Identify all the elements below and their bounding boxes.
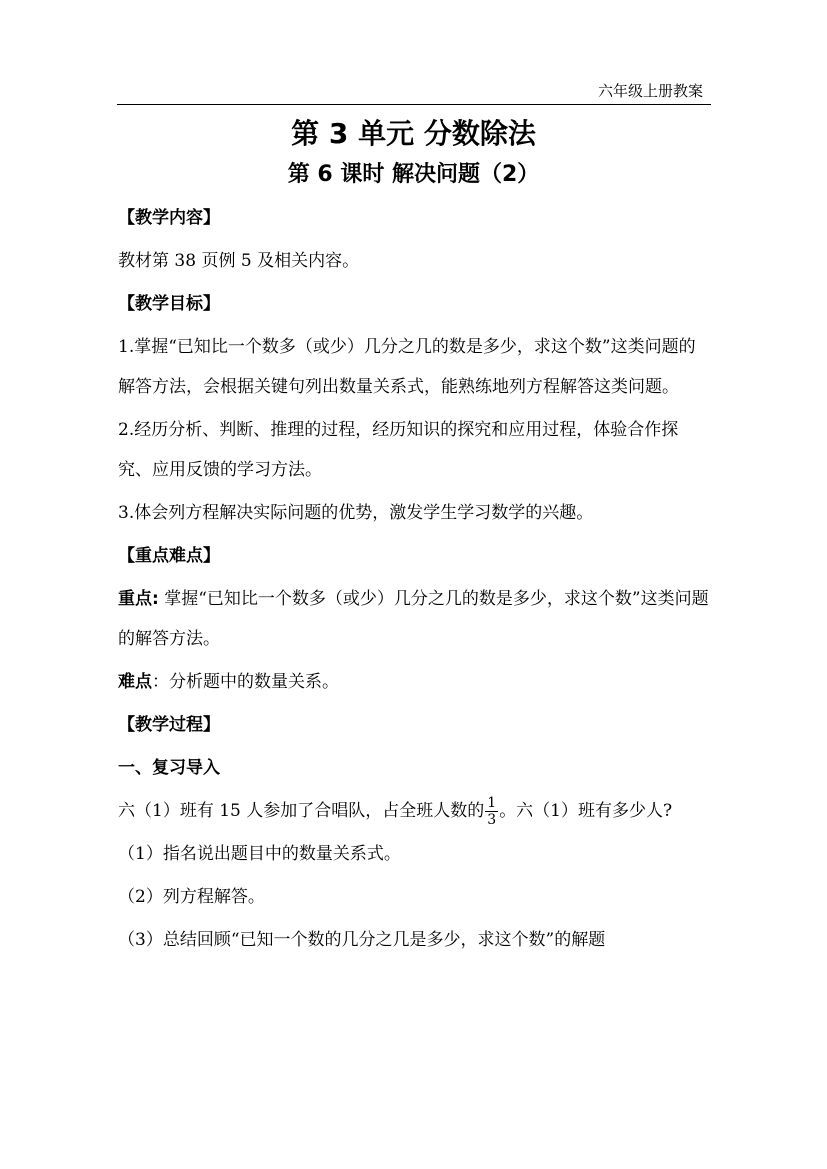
key-point-label: 重点: — [118, 589, 159, 609]
difficult-point-paragraph — [118, 662, 710, 702]
key-point-paragraph — [118, 579, 710, 659]
review-step-2: （2）列方程解答。 — [118, 887, 265, 907]
difficult-point-label: 难点 — [118, 672, 152, 692]
key-point-text: 掌握“已知比一个数多（或少）几分之几的数是多少，求这个数”这类问题的解答方法。 — [118, 589, 709, 649]
teaching-process-heading: 【教学过程】 — [118, 715, 220, 735]
review-step-1: （1）指名说出题目中的数量关系式。 — [118, 844, 401, 864]
header-label: 六年级上册教案 — [597, 82, 703, 100]
review-problem-text-end: 。六（1）班有多少人? — [499, 801, 673, 821]
key-points-heading: 【重点难点】 — [118, 546, 220, 566]
teaching-goal-3: 3.体会列方程解决实际问题的优势，激发学生学习数学的兴趣。 — [118, 503, 594, 523]
teaching-content-heading: 【教学内容】 — [118, 208, 220, 228]
teaching-goal-2: 2.经历分析、判断、推理的过程，经历知识的探究和应用过程，体验合作探究、应用反馈的学习方法。 — [118, 420, 679, 480]
fraction-numerator: 1 — [487, 795, 497, 811]
teaching-content-text: 教材第 38 页例 5 及相关内容。 — [118, 251, 360, 271]
review-intro-heading: 一、复习导入 — [118, 758, 220, 778]
teaching-goal-1: 1.掌握“已知比一个数多（或少）几分之几的数是多少，求这个数”这类问题的解答方法，会根据关键句列出数量关系式，能熟练地列方程解答这类问题。 — [118, 337, 696, 397]
difficult-point-text: ：分析题中的数量关系。 — [152, 672, 339, 692]
review-problem — [118, 791, 710, 831]
teaching-goals-heading: 【教学目标】 — [118, 294, 220, 314]
review-problem-text-start: 六（1）班有 15 人参加了合唱队，占全班人数的 — [118, 801, 485, 821]
one-third-fraction — [485, 796, 498, 827]
fraction-denominator: 3 — [487, 812, 497, 828]
header-divider — [117, 104, 711, 105]
lesson-title: 第 6 课时 解决问题（2） — [287, 162, 540, 187]
unit-title: 第 3 单元 分数除法 — [291, 117, 536, 150]
lesson-content — [118, 198, 710, 963]
review-step-3: （3）总结回顾“已知一个数的几分之几是多少，求这个数”的解题 — [118, 930, 606, 950]
